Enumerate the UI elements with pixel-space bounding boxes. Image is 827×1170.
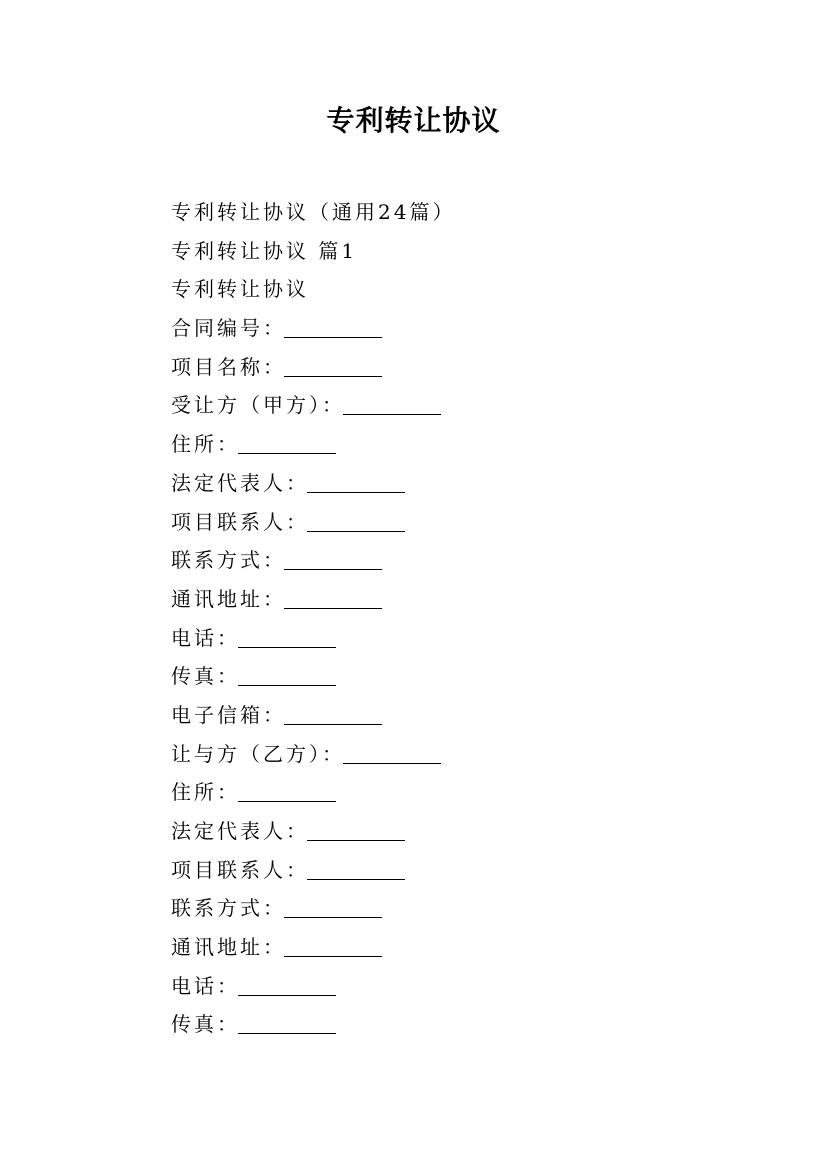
form-field-line [171, 464, 771, 503]
field-label: 法定代表人： [171, 819, 309, 843]
fill-in-blank [343, 392, 441, 415]
fill-in-blank [238, 1011, 336, 1034]
form-field-line [171, 541, 771, 580]
field-label: 住所： [171, 780, 240, 805]
text-line [171, 193, 771, 232]
fill-in-blank [307, 509, 405, 532]
field-label: 通讯地址： [171, 935, 286, 960]
fill-in-blank [238, 625, 336, 648]
fill-in-blank [238, 431, 336, 454]
fill-in-blank [238, 779, 336, 802]
form-field-line [171, 773, 771, 812]
form-field-line [171, 503, 771, 542]
form-field-line [171, 1005, 771, 1044]
fill-in-blank [284, 354, 382, 377]
field-label: 项目名称： [171, 354, 286, 379]
fill-in-blank [284, 895, 382, 918]
field-label: 项目联系人： [171, 509, 309, 534]
field-label: 电话： [171, 973, 240, 998]
field-label: 法定代表人： [171, 470, 309, 495]
fill-in-blank [343, 741, 441, 764]
form-field-line [171, 735, 771, 774]
form-field-line [171, 386, 771, 425]
form-field-line [171, 812, 771, 851]
field-label: 让与方（乙方）： [171, 741, 345, 766]
form-field-line [171, 309, 771, 348]
form-field-line [171, 425, 771, 464]
fill-in-blank [307, 818, 405, 841]
fill-in-blank [284, 934, 382, 957]
field-label: 受让方（甲方）： [171, 393, 345, 418]
field-label: 联系方式： [171, 896, 286, 921]
fill-in-blank [307, 857, 405, 880]
field-label: 传真： [171, 1012, 240, 1037]
form-field-line [171, 580, 771, 619]
fill-in-blank [284, 702, 382, 725]
field-label: 通讯地址： [171, 586, 286, 611]
field-label: 电子信箱： [171, 702, 286, 727]
document-body [171, 193, 771, 1044]
field-label: 合同编号： [171, 316, 286, 341]
fill-in-blank [307, 470, 405, 493]
fill-in-blank [238, 663, 336, 686]
form-field-line [171, 696, 771, 735]
line-text: 专利转让协议 篇1 [171, 238, 358, 263]
line-text: 专利转让协议（通用24篇） [171, 200, 456, 224]
fill-in-blank [284, 586, 382, 609]
field-label: 传真： [171, 664, 240, 689]
form-field-line [171, 348, 771, 387]
field-label: 电话： [171, 625, 240, 650]
form-field-line [171, 619, 771, 658]
form-field-line [171, 928, 771, 967]
form-field-line [171, 657, 771, 696]
fill-in-blank [284, 315, 382, 338]
form-field-line [171, 889, 771, 928]
field-label: 住所： [171, 432, 240, 457]
form-field-line [171, 967, 771, 1006]
fill-in-blank [284, 547, 382, 570]
text-line [171, 232, 771, 271]
text-line [171, 270, 771, 309]
document-title: 专利转让协议 [326, 104, 501, 137]
field-label: 联系方式： [171, 548, 286, 573]
line-text: 专利转让协议 [171, 277, 309, 302]
field-label: 项目联系人： [171, 857, 309, 882]
form-field-line [171, 851, 771, 890]
fill-in-blank [238, 973, 336, 996]
